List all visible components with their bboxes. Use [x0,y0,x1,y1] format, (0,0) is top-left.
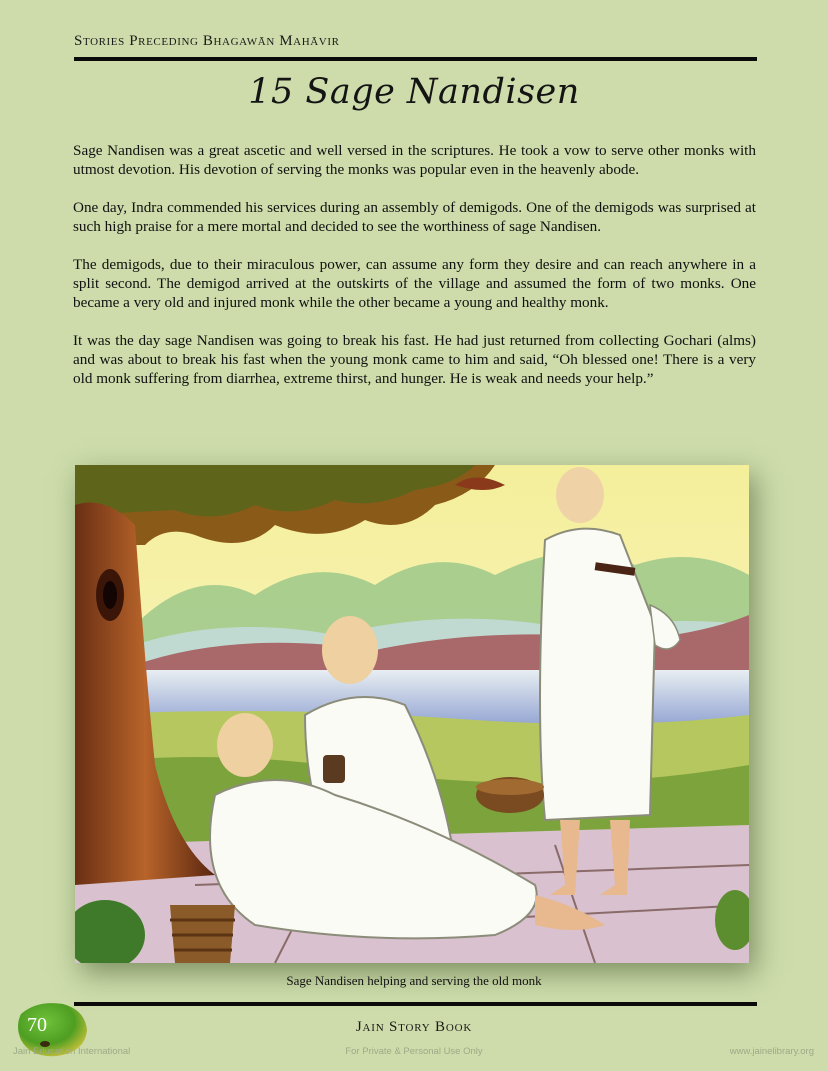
story-body [73,141,756,407]
header-rule [74,57,757,61]
watermark-website-link[interactable]: www.jainelibrary.org [729,1046,814,1057]
watermark-publisher: Jain Education International [13,1046,131,1057]
paragraph: The demigods, due to their miraculous power, can assume any form they desire and can reach anywhere in a split second. The demigod arrived at the outskirts of the village and assumed the form of two monks. One became a very old and injured monk while the other became a young and healthy monk. [73,256,756,311]
watermark-usage-notice: For Private & Personal Use Only [345,1046,483,1057]
page-number: 70 [27,1014,47,1036]
running-foot: Jain Story Book [355,1019,473,1035]
story-illustration [75,465,749,963]
illustration-painting [75,465,749,963]
running-head: Stories Preceding Bhagawān Mahāvir [74,33,340,49]
paragraph: Sage Nandisen was a great ascetic and well versed in the scriptures. He took a vow to serve other monks with utmost devotion. His devotion of serving the monks was popular even in the heavenly abode. [73,142,756,178]
paragraph: It was the day sage Nandisen was going to break his fast. He had just returned from collecting Gochari (alms) and was about to break his fast when the young monk came to him and said, “Oh blessed one! There is a very old monk suffering from diarrhea, extreme thirst, and hunger. He is weak and needs your help.” [73,332,756,387]
chapter-title: 15 Sage Nandisen [248,72,580,112]
footer-rule [74,1002,757,1006]
figure-caption: Sage Nandisen helping and serving the old monk [286,973,542,988]
paragraph: One day, Indra commended his services during an assembly of demigods. One of the demigods was surprised at such high praise for a mere mortal and decided to see the worthiness of sage Nandisen. [73,199,756,235]
